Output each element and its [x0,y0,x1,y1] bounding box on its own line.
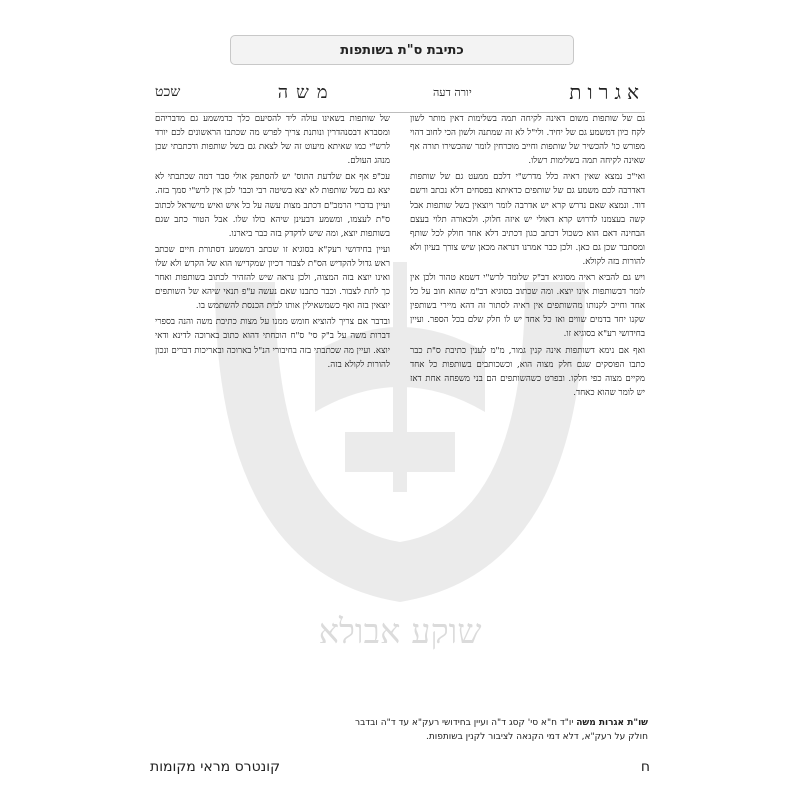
right-column [410,112,645,697]
text-columns [155,112,645,697]
book-header-word-3: משה [277,81,336,103]
right-paragraph: ואף אם נימא דשותפות אינה קנין גמור, מ"מ לענין כתיבת ס"ת כבר כתבו הפוסקים שגם חלק מצוה הוא, וכשכותבים בשותפות כל אחד מקיים מצוה כפי חלקו. ובפרט כשהשותפים הם בני משפחה אחת דאז יש לומר שהוא כאחד. [410,345,645,398]
book-running-header [155,72,645,113]
left-paragraph: ובדבר אם צריך להוציא חומש ממנו על מצות כתיבת משה והנה בספרי דברות משה על ב"ק סי' ס"ח הוכחתי דהוא כתוב בארוכה לדינא ודאי יוצא. ועיין מה שכתבתי בזה בחיבורי הנ"ל בארוכה ובאריכות דברים ונכון להורות לקולא בזה. [155,317,390,370]
footnote-line-1: יו"ד ח"א סי' קסג ד"ה ועיין בחידושי רעק"א עד ד"ה ובדבר [354,718,574,728]
left-column [155,112,390,697]
footer-booklet-title: קונטרס מראי מקומות [150,759,280,775]
right-paragraph: גם של שותפות משום דאינה לקיחה תמה בשלימות דאין מותר לשון לקח כיון דמשמע גם של יחיד. ולי"ל לא זה שמתנה ולשון הכי לחוב דהוי מפורש כו' להכשיר של שותפות וחייב מוכרחין לומר שהכשירו תורה אף שאינה לקיחה תמה בשלימות רשלו. [410,114,645,167]
source-footnote [152,716,648,744]
book-header-page-number: שכט [155,83,181,100]
right-paragraph: ויש גם להביא ראיה מסוגיא דב"ק שלומד לרש"י דשמא טהור ולכן אין לומר דבשותפות אינו יוצא. ומה שכתוב בסוגיא דב"מ שהוא חוב על כל אחד וחייב לקנותו מהשותפים אין ראיה לסתור זה דהא מיירי בשותפין שקנו יחד בדמים שווים ואז כל אחד יש לו חלק שלם בכל הספר. ועיין בחידושי רע"א בסוגיא זו. [410,273,645,340]
book-header-word-2: יורה דעה [432,85,472,99]
scanned-page [155,112,645,697]
left-paragraph: ועיין בחידושי רעק"א בסוגיא זו שכתב דמשמע דסתורת חיים שכתב ראש גדול להקדיש הס"ת לצבור דכיון שמקדישו הוא של הקדש ולא שלו ואינו יוצא בזה המצוה, ולכן נראה שיש להזהיר לכתוב בשותפות ואחר כך לתת לצבור. וכבר כתבנו שאם נעשה ע"פ תנאי שיהא של השותפים יוצאין בזה ואף כשמשאילין אותו לבית הכנסת להשתמש בו. [155,244,390,312]
watermark-caption: שוקע אבולא [318,612,482,652]
footnote-source-label: שו"ת אגרות משה [576,718,648,728]
book-header-word-1: אגרות [569,79,645,104]
left-paragraph: עכ"פ אף אם שלדעת התוס' יש להסתפק אולי סבר דמה שכתבתי לא יצא גם בשל שותפות לא יצא בשיטה רבי וכבו' לכן אין לרש"י סמך בזה. ועיין בדברי הרמב"ם דכתב מצות עשה על כל איש ואיש מישראל לכתוב ס"ת לעצמו, ומשמע דבעינן שיהא כולו שלו. אבל הטור כתב שגם בשותפות יוצא, ומה שיש לדקדק בזה כבר ביארנו. [155,172,390,239]
section-title: כתיבת ס"ת בשותפות [340,42,464,58]
section-banner [230,35,574,65]
right-paragraph: ואי"כ נמצא שאין ראיה כלל מדרש"י דלכם ממעט גם של שותפות דאדרבה לכם משמע גם של שותפים כדאיתא בפסחים דלא נכתב ורשם דוד. ונמצא שאם נדרש קרא יש אדרבה לומר ויוצאין בשל שותפות אבל קשה בעצמנו לדרוש קרא דאולי יש איזה חלוק. ולכאורה תלוי בעצם הבחינה דאם הוא כשכול דכתב כגון דכתיב דלא אחד חולק לכל שותף ומסתבר שכן גם כאן. ולכן כבר אמרנו דנראה מכאן שיש צורך בעיון ולא להורות בזה לקולא. [410,172,645,267]
left-paragraph: של שותפות בשאינו עולה ליד להסיעם כלך כדמשמע גם מדבריהם ומסברא דבסנהדרין ונותנת צריך לפרש מה שכתבו הראשונים לכם יורד לרש"י כמו שאיתא מיעוט זה של לצאת גם בשל שותפות ודכתבתי שכן מנהג העולם. [155,114,390,167]
page-footer [150,755,650,779]
footnote-line-2: חולק על רעק"א, דלא דמי הקנאה לציבור לקנין בשותפות. [426,732,648,742]
footer-page-letter: ח [640,759,650,775]
